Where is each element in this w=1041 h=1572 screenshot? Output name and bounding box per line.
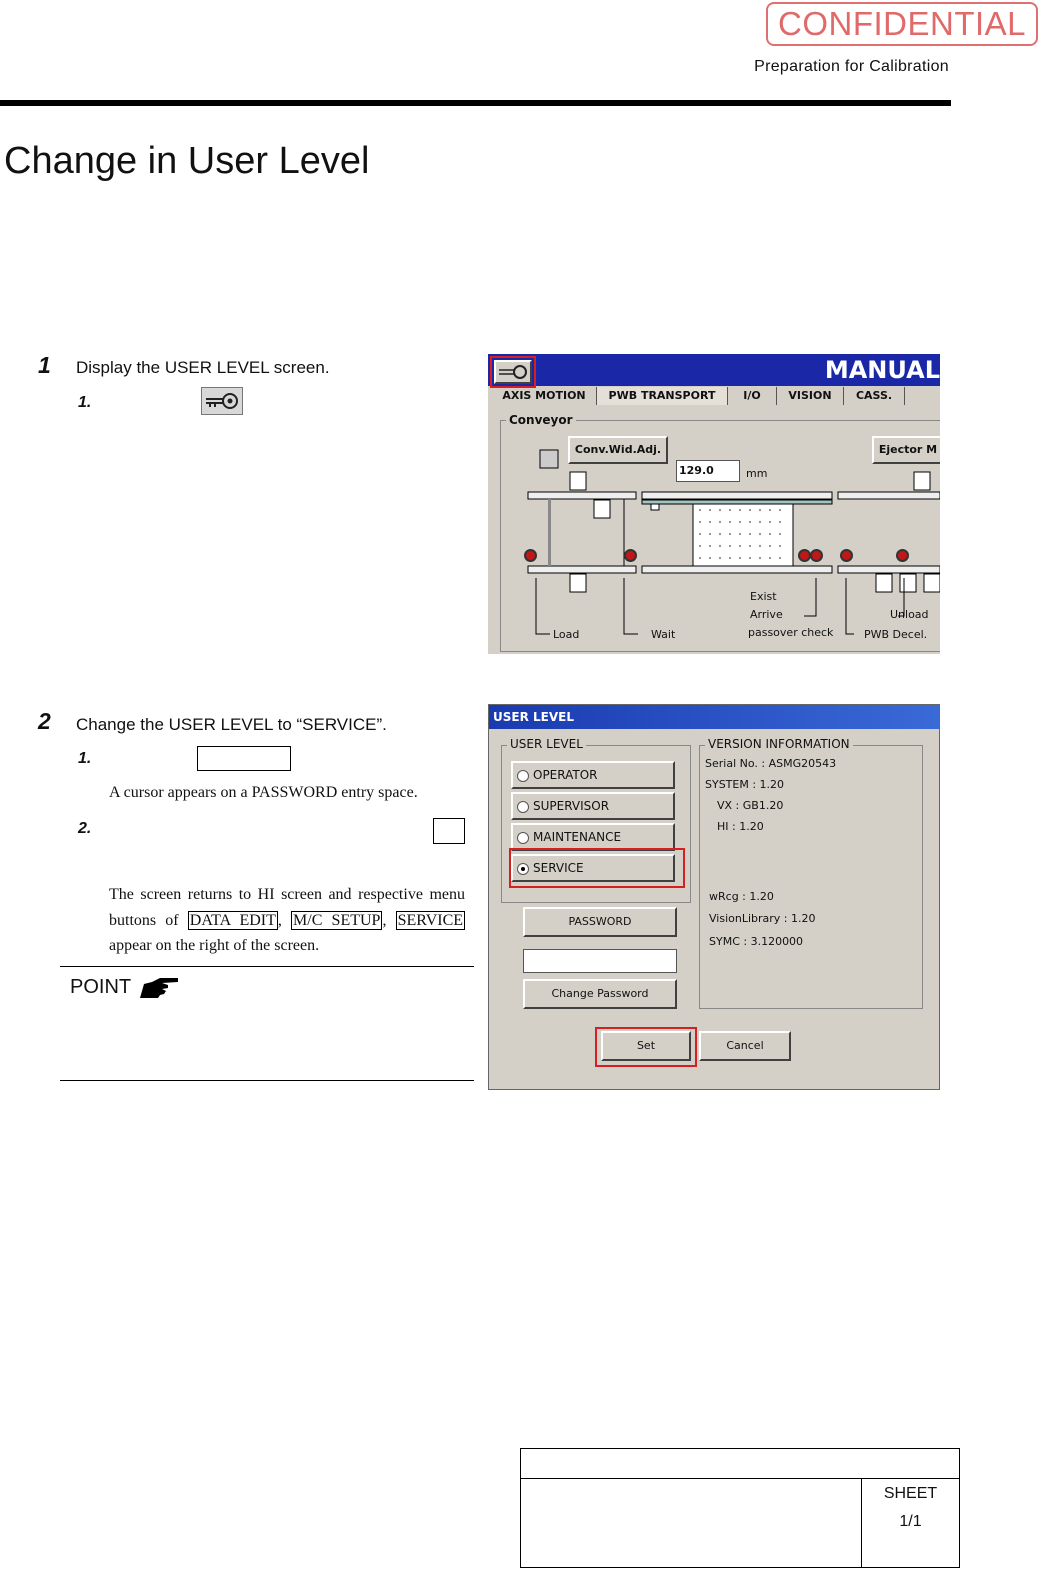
wait-sensor-lamp bbox=[624, 549, 637, 562]
radio-dot bbox=[517, 770, 529, 782]
width-unit: mm bbox=[746, 467, 768, 480]
tab-vision[interactable]: VISION bbox=[777, 387, 844, 405]
page-title: Change in User Level bbox=[4, 140, 370, 182]
service-highlight bbox=[509, 848, 685, 888]
tab-axis-motion[interactable]: AXIS MOTION bbox=[492, 387, 597, 405]
arrive-label: Arrive bbox=[750, 608, 783, 621]
load-sensor-lamp bbox=[524, 549, 537, 562]
separator-1: , bbox=[277, 911, 282, 929]
note-text-pre: The screen returns to HI screen and respective menu buttons of bbox=[109, 886, 465, 929]
point-bottom-rule bbox=[60, 1080, 474, 1081]
level-operator-radio[interactable] bbox=[511, 761, 675, 789]
decel-sensor-lamp bbox=[840, 549, 853, 562]
blank-key-box bbox=[433, 818, 465, 844]
conveyor-diagram bbox=[488, 354, 940, 654]
header-rule bbox=[0, 100, 951, 106]
version-group-label: VERSION INFORMATION bbox=[705, 737, 853, 751]
separator-2: , bbox=[382, 911, 387, 929]
step-1-number: 1 bbox=[38, 352, 51, 378]
point-top-rule bbox=[60, 966, 474, 967]
passover-label: passover check bbox=[748, 626, 834, 639]
vision-library-version: VisionLibrary : 1.20 bbox=[709, 912, 816, 925]
tab-cass[interactable]: CASS. bbox=[844, 387, 905, 405]
step-2-sub-1-note: A cursor appears on a PASSWORD entry space. bbox=[109, 784, 418, 801]
step-2-number: 2 bbox=[38, 708, 51, 734]
tab-io[interactable]: I/O bbox=[728, 387, 777, 405]
unload-sensor-lamp bbox=[896, 549, 909, 562]
pointing-hand-icon bbox=[138, 976, 180, 1005]
cancel-button[interactable]: Cancel bbox=[699, 1031, 791, 1061]
conv-width-adjust-button[interactable]: Conv.Wid.Adj. bbox=[568, 436, 668, 464]
footer-rule bbox=[521, 1478, 959, 1479]
arrive-sensor-lamp bbox=[810, 549, 823, 562]
user-level-group-label: USER LEVEL bbox=[507, 737, 586, 751]
sheet-label: SHEET bbox=[883, 1485, 938, 1502]
wait-label: Wait bbox=[651, 628, 676, 641]
conveyor-label: Conveyor bbox=[506, 413, 576, 427]
change-password-button[interactable]: Change Password bbox=[523, 979, 677, 1009]
level-supervisor-radio[interactable] bbox=[511, 792, 675, 820]
manual-screenshot bbox=[488, 354, 940, 654]
note-text-post: appear on the right of the screen. bbox=[109, 937, 320, 954]
serial-number: Serial No. : ASMG20543 bbox=[705, 757, 837, 770]
step-2-sub-1-number: 1. bbox=[78, 750, 92, 767]
step-2-sub-2-number: 2. bbox=[78, 820, 92, 837]
user-level-screenshot bbox=[488, 704, 940, 1090]
data-edit-button-ref: DATA EDIT bbox=[189, 911, 276, 929]
point-label: POINT bbox=[70, 976, 132, 998]
set-button[interactable]: Set bbox=[601, 1031, 691, 1061]
vx-version: VX : GB1.20 bbox=[717, 799, 784, 812]
unload-label: Unload bbox=[890, 608, 929, 621]
pwb-decel-label: PWB Decel. bbox=[864, 628, 928, 641]
ejector-button[interactable]: Ejector M bbox=[872, 436, 940, 464]
level-service-label: SERVICE bbox=[533, 861, 584, 875]
tab-pwb-transport[interactable]: PWB TRANSPORT bbox=[597, 387, 728, 405]
level-supervisor-label: SUPERVISOR bbox=[533, 799, 610, 813]
radio-dot bbox=[517, 801, 529, 813]
key-icon bbox=[201, 387, 243, 415]
step-1-sub-1-number: 1. bbox=[78, 394, 92, 411]
blank-button-box bbox=[197, 746, 291, 771]
user-level-title: USER LEVEL bbox=[493, 710, 574, 724]
conveyor-width-value[interactable]: 129.0 bbox=[676, 460, 740, 482]
step-1-text: Display the USER LEVEL screen. bbox=[76, 358, 330, 377]
step-2-sub-2-note bbox=[109, 882, 465, 959]
password-input[interactable] bbox=[523, 949, 677, 973]
hi-version: HI : 1.20 bbox=[717, 820, 764, 833]
wrcg-version: wRcg : 1.20 bbox=[709, 890, 774, 903]
confidential-stamp: CONFIDENTIAL bbox=[766, 2, 1038, 46]
level-maintenance-label: MAINTENANCE bbox=[533, 830, 622, 844]
load-label: Load bbox=[553, 628, 580, 641]
section-header: Preparation for Calibration bbox=[754, 58, 949, 75]
symc-version: SYMC : 3.120000 bbox=[709, 935, 804, 948]
level-operator-label: OPERATOR bbox=[533, 768, 598, 782]
sheet-value: 1/1 bbox=[899, 1513, 922, 1530]
password-button[interactable]: PASSWORD bbox=[523, 907, 677, 937]
service-button-ref: SERVICE bbox=[397, 911, 464, 929]
manual-title: MANUAL bbox=[824, 356, 940, 384]
footer-title-block bbox=[520, 1448, 960, 1568]
radio-dot bbox=[517, 832, 529, 844]
exist-label: Exist bbox=[750, 590, 777, 603]
mc-setup-button-ref: M/C SETUP bbox=[293, 911, 381, 929]
step-2-text: Change the USER LEVEL to “SERVICE”. bbox=[76, 715, 387, 734]
system-version: SYSTEM : 1.20 bbox=[705, 778, 785, 791]
level-maintenance-radio[interactable] bbox=[511, 823, 675, 851]
